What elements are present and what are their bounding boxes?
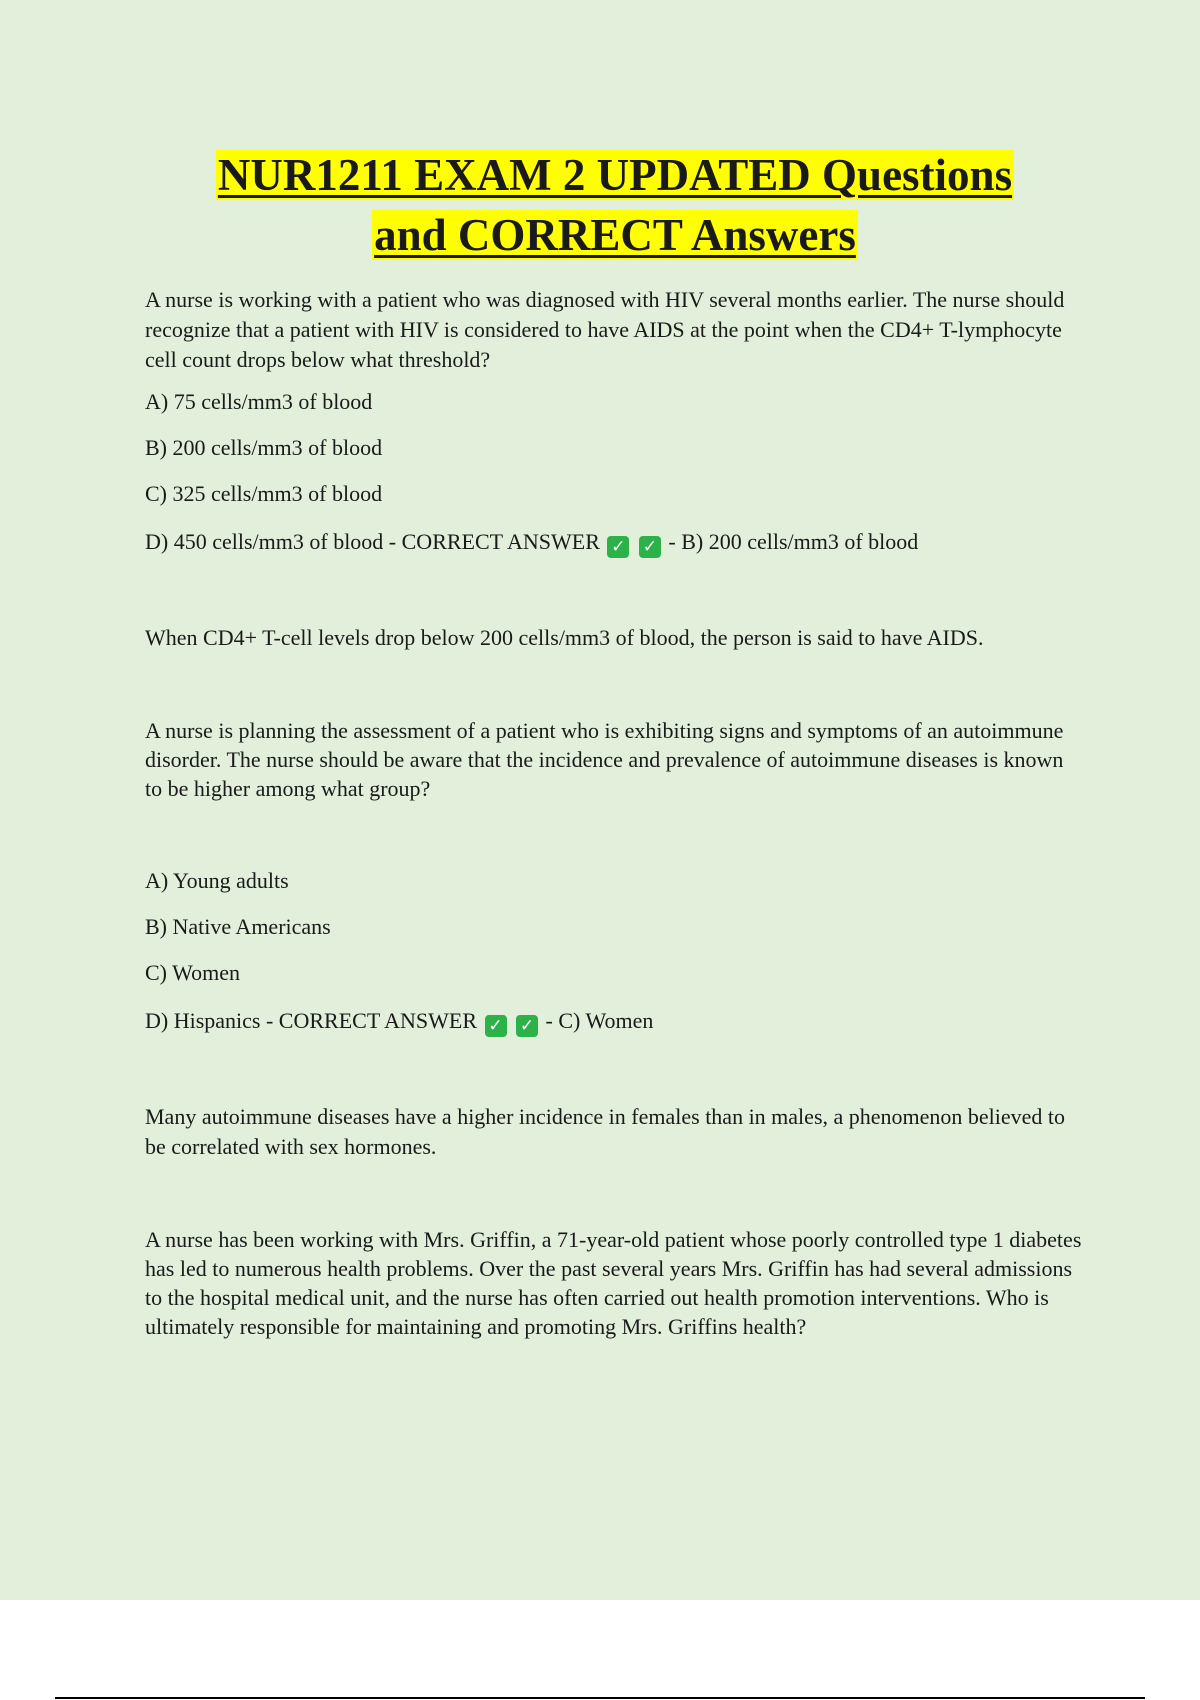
question-1-answer: - B) 200 cells/mm3 of blood bbox=[668, 529, 919, 554]
question-1-option-a: A) 75 cells/mm3 of blood bbox=[145, 389, 373, 414]
question-1-option-d-answer-line bbox=[145, 527, 1085, 558]
footer-divider bbox=[55, 1697, 1145, 1699]
question-2-stem: A nurse is planning the assessment of a patient who is exhibiting signs and symptoms of an autoimmune disorder. The nurse should be aware that the incidence and prevalence of autoimmune diseases is known to be higher among what group? bbox=[145, 718, 1064, 801]
question-3-stem: A nurse has been working with Mrs. Griffin, a 71-year-old patient whose poorly controlled type 1 diabetes has led to numerous health problems. Over the past several years Mrs. Griffin has had several admissions to the hospital medical unit, and the nurse has often carried out health promotion interventions. Who is ultimately responsible for maintaining and promoting Mrs. Griffins health? bbox=[145, 1227, 1082, 1339]
check-mark-icon: ✓ bbox=[516, 1015, 538, 1037]
question-2-answer: - C) Women bbox=[545, 1008, 654, 1033]
question-1-option-c: C) 325 cells/mm3 of blood bbox=[145, 481, 383, 506]
question-2-option-b: B) Native Americans bbox=[145, 914, 331, 939]
check-mark-icon: ✓ bbox=[639, 536, 661, 558]
question-1-option-b: B) 200 cells/mm3 of blood bbox=[145, 435, 383, 460]
question-1-rationale: When CD4+ T-cell levels drop below 200 cells/mm3 of blood, the person is said to have AIDS. bbox=[145, 625, 984, 650]
question-1-stem: A nurse is working with a patient who was diagnosed with HIV several months earlier. The nurse should recognize that a patient with HIV is considered to have AIDS at the point when the CD4+ T-lymphocyte cell count drops below what threshold? bbox=[145, 287, 1065, 372]
question-2-rationale: Many autoimmune diseases have a higher incidence in females than in males, a phenomenon believed to be correlated with sex hormones. bbox=[145, 1104, 1066, 1159]
question-2-option-d-answer-line bbox=[145, 1006, 1085, 1037]
title-line-1: NUR1211 EXAM 2 UPDATED Questions bbox=[217, 150, 1013, 200]
question-2-option-c: C) Women bbox=[145, 960, 240, 985]
check-mark-icon: ✓ bbox=[485, 1015, 507, 1037]
question-1-option-d: D) 450 cells/mm3 of blood - CORRECT ANSWER bbox=[145, 529, 600, 554]
document-content bbox=[145, 145, 1085, 1341]
question-2-option-d: D) Hispanics - CORRECT ANSWER bbox=[145, 1008, 478, 1033]
question-2-option-a: A) Young adults bbox=[145, 868, 289, 893]
title-line-2: and CORRECT Answers bbox=[374, 210, 856, 260]
check-mark-icon: ✓ bbox=[607, 536, 629, 558]
document-title bbox=[145, 145, 1085, 265]
